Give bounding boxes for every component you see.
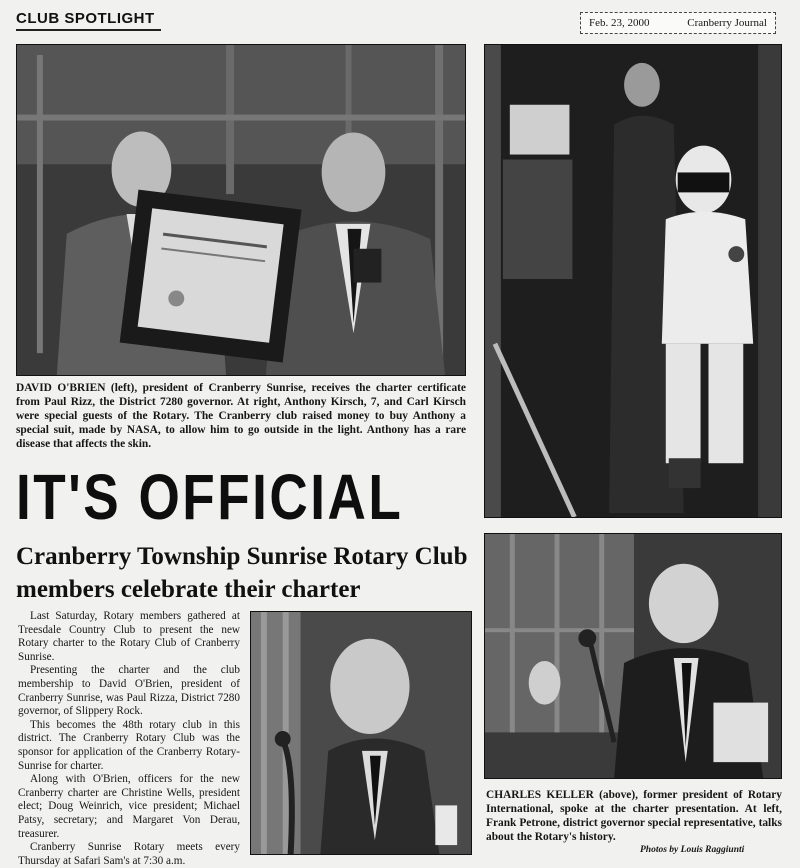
caption-lead-name: DAVID O'BRIEN bbox=[16, 382, 106, 394]
article-paragraph: This becomes the 48th rotary club in this district. The Cranberry Rotary Club was the sponsor for application of the Cranberry Rotary-Sunrise for charter. bbox=[18, 718, 240, 772]
caption-text: (above), former president of Rotary International, spoke at the charter presentation. At left, Frank Petrone, district governor special representative, talks about the Rotary's history. bbox=[486, 789, 782, 843]
publication-name: Cranberry Journal bbox=[687, 17, 767, 29]
article-paragraph: Along with O'Brien, officers for the new Cranberry charter are Christine Wells, president elect; Doug Weinrich, vice president; Michael Patsy, secretary; and Margaret Von Derau, treasurer. bbox=[18, 773, 240, 840]
article-paragraph: Presenting the charter and the club membership to David O'Brien, president of Cranberry Sunrise, was Paul Rizza, District 7280 governor, of Slippery Rock. bbox=[18, 664, 240, 718]
top-photo-caption bbox=[16, 381, 466, 451]
photo-credit: Photos by Louis Raggiunti bbox=[640, 845, 745, 855]
kicker-rule bbox=[16, 29, 161, 31]
issue-date: Feb. 23, 2000 bbox=[589, 17, 650, 29]
caption-lead-name: CHARLES KELLER bbox=[486, 789, 594, 801]
photo-charter-presentation bbox=[16, 44, 466, 376]
photo-speaker-petrone bbox=[250, 611, 472, 855]
section-kicker: CLUB SPOTLIGHT bbox=[16, 10, 155, 27]
photo-speaker-keller bbox=[484, 533, 782, 779]
caption-text: (left), president of Cranberry Sunrise, receives the charter certificate from Paul Rizz, the District 7280 governor. At right, Anthony Kirsch, 7, and Carl Kirsch were special guests of the Rotary. The Cranberry club raised money to buy Anthony a special suit, made by NASA, to allow him to go outside in the light. Anthony has a rare disease that affects the skin. bbox=[16, 382, 466, 450]
article-paragraph: Cranberry Sunrise Rotary meets every Thursday at Safari Sam's at 7:30 a.m. bbox=[18, 841, 240, 867]
article-paragraph: Last Saturday, Rotary members gathered at Treesdale Country Club to present the new Rotary charter to the Rotary Club of Cranberry Sunrise. bbox=[18, 610, 240, 663]
dateline-box bbox=[580, 12, 776, 34]
photo-boy-in-suit bbox=[484, 44, 782, 518]
subheadline: Cranberry Township Sunrise Rotary Club members celebrate their charter bbox=[16, 543, 468, 603]
bottom-photo-caption bbox=[486, 788, 782, 844]
article-body bbox=[18, 610, 240, 868]
headline: IT'S OFFICIAL bbox=[16, 461, 404, 533]
